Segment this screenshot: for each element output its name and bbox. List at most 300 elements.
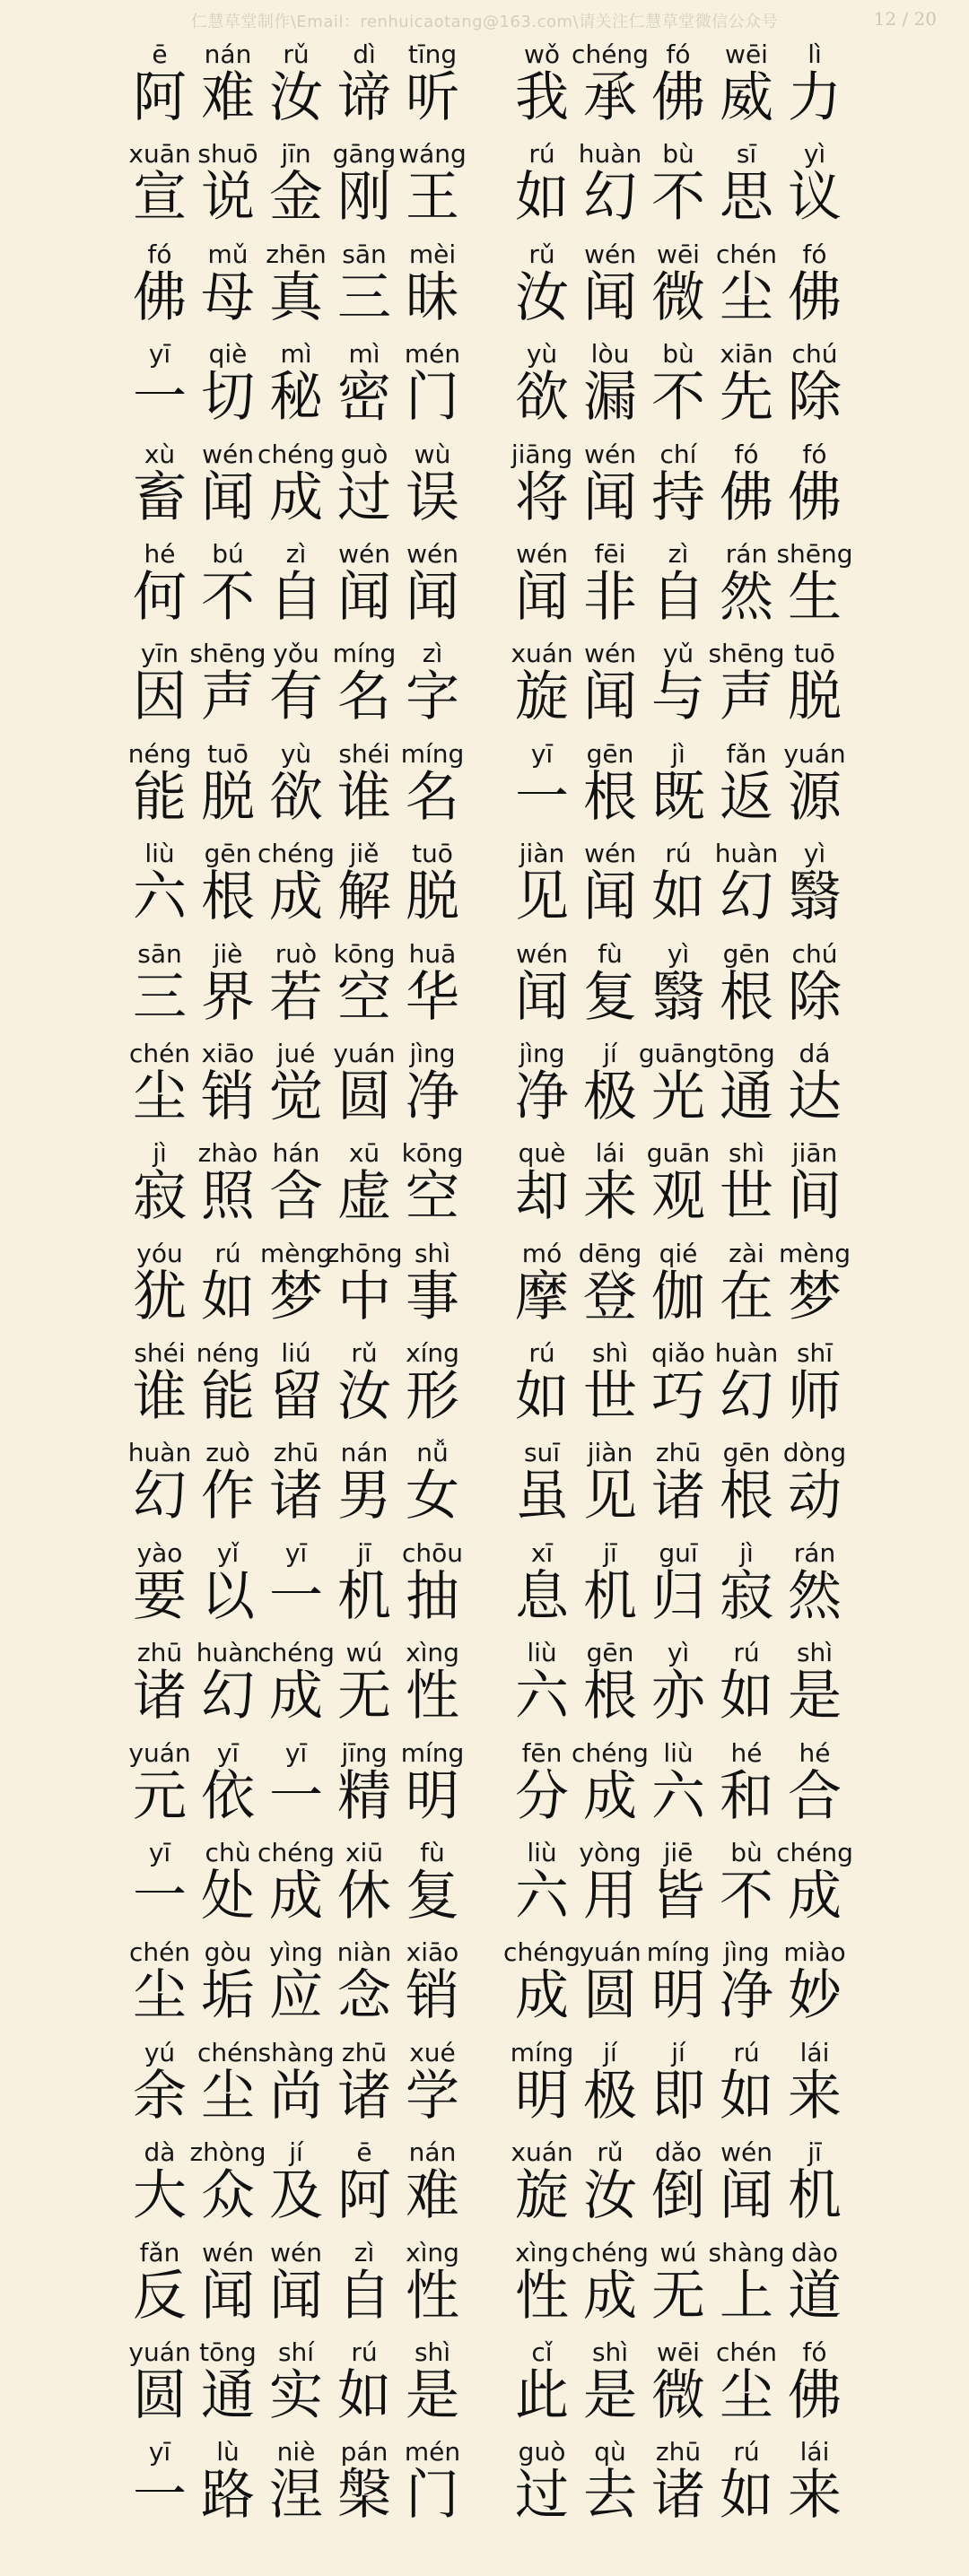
hanzi-character: 净	[406, 1065, 459, 1128]
character-cell	[398, 2038, 467, 2137]
pinyin-label: rú	[214, 1238, 241, 1268]
verse-phrase-right	[508, 639, 849, 738]
pinyin-label: shàng	[708, 2237, 785, 2267]
hanzi-character: 返	[720, 765, 773, 829]
pinyin-label: jiě	[349, 839, 380, 869]
pinyin-label: tuō	[207, 738, 249, 769]
hanzi-character: 佛	[720, 466, 773, 529]
pinyin-label: dào	[790, 2237, 839, 2267]
pinyin-label: shàng	[258, 2037, 335, 2067]
hanzi-character: 根	[720, 1465, 773, 1528]
hanzi-character: 刚	[337, 166, 391, 230]
pinyin-label: jì	[739, 1537, 754, 1568]
pinyin-label: jí	[603, 1038, 617, 1068]
hanzi-character: 如	[720, 2064, 773, 2128]
verse-phrase-left	[126, 939, 467, 1039]
hanzi-character: 威	[720, 66, 773, 129]
pinyin-label: kōng	[401, 1138, 464, 1169]
pinyin-label: niè	[276, 2437, 316, 2467]
pinyin-label: hé	[144, 538, 176, 569]
pinyin-label: wén	[584, 639, 636, 669]
hanzi-character: 承	[583, 66, 637, 129]
hanzi-character: 谛	[337, 66, 391, 129]
hanzi-character: 伽	[651, 1265, 705, 1328]
pinyin-label: jiàn	[519, 839, 565, 869]
character-cell	[776, 538, 853, 639]
pinyin-label: xíng	[406, 1338, 459, 1369]
hanzi-character: 王	[406, 166, 459, 230]
hanzi-character: 梦	[269, 1265, 323, 1328]
verse-row	[0, 2038, 969, 2137]
pinyin-label: rǔ	[528, 239, 555, 269]
verse-phrase-right	[508, 1039, 849, 1138]
pinyin-label: jiē	[663, 1838, 694, 1868]
hanzi-character: 自	[337, 2264, 391, 2328]
pinyin-label: yuán	[783, 738, 846, 769]
verse-row	[0, 539, 969, 639]
verse-grid	[0, 39, 969, 2537]
hanzi-character: 一	[133, 2464, 187, 2528]
pinyin-label: guò	[340, 439, 388, 469]
verse-row	[0, 2238, 969, 2337]
pinyin-label: fó	[802, 439, 827, 469]
pinyin-label: tōng	[199, 2337, 257, 2367]
pinyin-label: jī	[603, 1537, 617, 1568]
pinyin-label: chéng	[572, 39, 649, 69]
verse-row	[0, 1838, 969, 1937]
hanzi-character: 实	[269, 2363, 323, 2427]
character-cell	[781, 1538, 849, 1638]
page-number: 12 / 20	[873, 8, 937, 30]
pinyin-label: miào	[783, 1937, 846, 1968]
pinyin-label: yuán	[579, 1937, 642, 1968]
pinyin-label: yuán	[128, 2337, 191, 2367]
pinyin-label: zhū	[655, 1438, 702, 1468]
pinyin-label: xué	[409, 2037, 456, 2067]
pinyin-label: shéi	[338, 738, 390, 769]
pinyin-label: shì	[591, 2337, 629, 2367]
hanzi-character: 元	[133, 1764, 187, 1828]
hanzi-character: 源	[788, 765, 842, 829]
hanzi-character: 亦	[651, 1665, 705, 1728]
hanzi-character: 是	[788, 1665, 842, 1728]
hanzi-character: 真	[269, 265, 323, 329]
hanzi-character: 销	[406, 1964, 459, 2028]
pinyin-label: yòng	[579, 1838, 642, 1868]
pinyin-label: gòu	[204, 1937, 252, 1968]
verse-phrase-left	[126, 1138, 467, 1238]
hanzi-character: 门	[406, 366, 459, 430]
verse-phrase-left	[126, 1438, 467, 1537]
hanzi-character: 幻	[201, 1665, 255, 1728]
verse-phrase-left	[126, 39, 467, 139]
verse-phrase-right	[508, 1638, 849, 1737]
pinyin-label: zhào	[197, 1138, 258, 1169]
pinyin-label: yì	[803, 139, 826, 170]
pinyin-label: guī	[659, 1537, 698, 1568]
hanzi-character: 休	[337, 1865, 391, 1928]
pinyin-label: rú	[733, 2437, 760, 2467]
pinyin-label: fù	[420, 1838, 445, 1868]
pinyin-label: chéng	[572, 2237, 649, 2267]
verse-phrase-right	[508, 139, 849, 239]
hanzi-character: 复	[406, 1865, 459, 1928]
hanzi-character: 极	[583, 1065, 637, 1128]
pinyin-label: gēn	[204, 839, 252, 869]
hanzi-character: 觉	[269, 1065, 323, 1128]
hanzi-character: 性	[406, 1665, 459, 1728]
pinyin-label: wú	[659, 2237, 697, 2267]
pinyin-label: zhū	[136, 1638, 183, 1668]
hanzi-character: 通	[720, 1065, 773, 1128]
pinyin-label: gēn	[586, 1638, 634, 1668]
hanzi-character: 能	[133, 765, 187, 829]
hanzi-character: 皆	[651, 1865, 705, 1928]
hanzi-character: 能	[201, 1365, 255, 1429]
pinyin-label: yìng	[269, 1937, 323, 1968]
verse-row	[0, 1039, 969, 1138]
hanzi-character: 成	[269, 1865, 323, 1928]
character-cell	[781, 2337, 849, 2437]
pinyin-label: pán	[340, 2437, 388, 2467]
character-cell	[781, 1039, 849, 1138]
pinyin-label: zài	[729, 1238, 764, 1268]
hanzi-character: 成	[515, 1964, 569, 2028]
verse-phrase-right	[508, 39, 849, 139]
pinyin-label: chéng	[776, 1838, 853, 1868]
pinyin-label: mèi	[408, 239, 457, 269]
pinyin-label: fó	[666, 39, 691, 69]
hanzi-character: 机	[337, 1564, 391, 1628]
pinyin-label: lái	[799, 2437, 830, 2467]
verse-phrase-right	[508, 2137, 849, 2237]
pinyin-label: yì	[667, 938, 690, 969]
verse-phrase-right	[508, 1538, 849, 1638]
character-cell	[398, 1039, 467, 1138]
verse-phrase-left	[126, 139, 467, 239]
pinyin-label: yǐ	[216, 1537, 240, 1568]
hanzi-character: 归	[651, 1564, 705, 1628]
hanzi-character: 力	[788, 66, 842, 129]
hanzi-character: 佛	[788, 2363, 842, 2427]
character-cell	[781, 139, 849, 239]
hanzi-character: 畜	[133, 466, 187, 529]
hanzi-character: 诸	[651, 1465, 705, 1528]
pinyin-label: xiān	[720, 339, 773, 370]
hanzi-character: 一	[515, 765, 569, 829]
pinyin-label: ē	[356, 2137, 372, 2168]
pinyin-label: chéng	[258, 439, 335, 469]
hanzi-character: 去	[583, 2464, 637, 2528]
hanzi-character: 切	[201, 366, 255, 430]
hanzi-character: 照	[201, 1165, 255, 1229]
verse-row	[0, 2137, 969, 2237]
pinyin-label: liù	[144, 839, 175, 869]
verse-phrase-right	[508, 2238, 849, 2337]
hanzi-character: 佛	[788, 265, 842, 329]
pinyin-label: ruò	[275, 938, 318, 969]
character-cell	[781, 239, 849, 339]
pinyin-label: kōng	[333, 938, 396, 969]
pinyin-label: shì	[796, 1638, 834, 1668]
hanzi-character: 诸	[651, 2464, 705, 2528]
hanzi-character: 不	[720, 1865, 773, 1928]
hanzi-character: 世	[583, 1365, 637, 1429]
hanzi-character: 我	[515, 66, 569, 129]
pinyin-label: wén	[516, 938, 568, 969]
hanzi-character: 明	[651, 1964, 705, 2028]
hanzi-character: 世	[720, 1165, 773, 1229]
hanzi-character: 观	[651, 1165, 705, 1229]
hanzi-character: 男	[337, 1465, 391, 1528]
pinyin-label: rú	[665, 839, 692, 869]
pinyin-label: wén	[584, 439, 636, 469]
hanzi-character: 界	[201, 965, 255, 1029]
pinyin-label: wén	[584, 839, 636, 869]
hanzi-character: 来	[583, 1165, 637, 1229]
pinyin-label: guāng	[638, 1038, 719, 1068]
pinyin-label: wù	[414, 439, 451, 469]
pinyin-label: chéng	[258, 1838, 335, 1868]
character-cell	[398, 339, 467, 439]
character-cell	[398, 1937, 467, 2037]
pinyin-label: fēi	[594, 538, 626, 569]
hanzi-character: 难	[406, 2164, 459, 2228]
pinyin-label: wēi	[657, 2337, 700, 2367]
hanzi-character: 尘	[133, 1964, 187, 2028]
hanzi-character: 母	[201, 265, 255, 329]
pinyin-label: nǚ	[416, 1438, 449, 1468]
verse-phrase-right	[508, 1338, 849, 1438]
hanzi-character: 既	[651, 765, 705, 829]
hanzi-character: 作	[201, 1465, 255, 1528]
hanzi-character: 达	[788, 1065, 842, 1128]
hanzi-character: 净	[515, 1065, 569, 1128]
hanzi-character: 欲	[269, 765, 323, 829]
pinyin-label: yī	[284, 1737, 308, 1768]
hanzi-character: 尘	[201, 2064, 255, 2128]
character-cell	[398, 1738, 467, 1838]
verse-row	[0, 1738, 969, 1838]
pinyin-label: rán	[725, 538, 768, 569]
character-cell	[781, 2038, 849, 2137]
hanzi-character: 名	[337, 666, 391, 729]
pinyin-label: jiè	[213, 938, 243, 969]
pinyin-label: chéng	[503, 1937, 581, 1968]
verse-row	[0, 439, 969, 539]
character-cell	[781, 839, 849, 938]
pinyin-label: liú	[281, 1338, 311, 1369]
character-cell	[781, 1138, 849, 1238]
pinyin-label: wén	[202, 439, 254, 469]
hanzi-character: 闻	[583, 265, 637, 329]
hanzi-character: 应	[269, 1964, 323, 2028]
character-cell	[398, 239, 467, 339]
verse-phrase-right	[508, 339, 849, 439]
hanzi-character: 字	[406, 666, 459, 729]
character-cell	[781, 1937, 849, 2037]
pinyin-label: shéi	[134, 1338, 186, 1369]
pinyin-label: chéng	[258, 839, 335, 869]
hanzi-character: 成	[583, 2264, 637, 2328]
hanzi-character: 和	[720, 1764, 773, 1828]
pinyin-label: jì	[671, 738, 685, 769]
pinyin-label: jìng	[409, 1038, 456, 1068]
verse-phrase-left	[126, 2437, 467, 2537]
hanzi-character: 机	[583, 1564, 637, 1628]
hanzi-character: 翳	[651, 965, 705, 1029]
pinyin-label: zì	[668, 538, 689, 569]
pinyin-label: wǒ	[523, 39, 561, 69]
character-cell	[781, 939, 849, 1039]
pinyin-label: zuò	[205, 1438, 250, 1468]
hanzi-character: 不	[651, 366, 705, 430]
verse-row	[0, 1239, 969, 1338]
hanzi-character: 一	[269, 1564, 323, 1628]
hanzi-character: 依	[201, 1764, 255, 1828]
pinyin-label: xìng	[406, 1638, 459, 1668]
hanzi-character: 巧	[651, 1365, 705, 1429]
hanzi-character: 三	[133, 965, 187, 1029]
hanzi-character: 幻	[583, 166, 637, 230]
hanzi-character: 诸	[337, 2064, 391, 2128]
pinyin-label: yù	[526, 339, 558, 370]
verse-phrase-left	[126, 2337, 467, 2437]
hanzi-character: 闻	[269, 2264, 323, 2328]
hanzi-character: 寂	[133, 1165, 187, 1229]
hanzi-character: 闻	[201, 2264, 255, 2328]
pinyin-label: fó	[802, 239, 827, 269]
pinyin-label: chí	[659, 439, 697, 469]
verse-phrase-right	[508, 1738, 849, 1838]
hanzi-character: 摩	[515, 1265, 569, 1328]
character-cell	[398, 539, 467, 639]
pinyin-label: xū	[348, 1138, 380, 1169]
hanzi-character: 微	[651, 2363, 705, 2427]
hanzi-character: 见	[515, 866, 569, 929]
pinyin-label: dòng	[782, 1438, 847, 1468]
pinyin-label: sān	[342, 239, 387, 269]
hanzi-character: 空	[337, 965, 391, 1029]
hanzi-character: 脱	[201, 765, 255, 829]
pinyin-label: lái	[595, 1138, 625, 1169]
pinyin-label: huàn	[578, 139, 642, 170]
hanzi-character: 合	[788, 1764, 842, 1828]
character-cell	[398, 1338, 467, 1438]
pinyin-label: huā	[408, 938, 457, 969]
pinyin-label: wén	[338, 538, 390, 569]
pinyin-label: míng	[400, 1737, 465, 1768]
pinyin-label: wén	[202, 2237, 254, 2267]
pinyin-label: míng	[510, 2037, 574, 2067]
character-cell	[398, 839, 467, 938]
pinyin-label: shì	[591, 1338, 629, 1369]
pinyin-label: fó	[734, 439, 759, 469]
hanzi-character: 寂	[720, 1564, 773, 1628]
verse-phrase-left	[126, 539, 467, 639]
hanzi-character: 诸	[269, 1465, 323, 1528]
hanzi-character: 净	[720, 1964, 773, 2028]
pinyin-label: jiāng	[511, 439, 573, 469]
verse-phrase-left	[126, 1838, 467, 1937]
pinyin-label: rú	[351, 2337, 378, 2367]
verse-phrase-right	[508, 739, 849, 839]
pinyin-label: mèng	[259, 1238, 333, 1268]
hanzi-character: 何	[133, 565, 187, 629]
hanzi-character: 成	[788, 1865, 842, 1928]
pinyin-label: liù	[527, 1638, 557, 1668]
pinyin-label: chú	[791, 339, 838, 370]
verse-phrase-left	[126, 1239, 467, 1338]
hanzi-character: 一	[133, 366, 187, 430]
hanzi-character: 学	[406, 2064, 459, 2128]
hanzi-character: 闻	[583, 866, 637, 929]
pinyin-label: dì	[353, 39, 376, 69]
pinyin-label: míng	[332, 639, 397, 669]
character-cell	[781, 2437, 849, 2537]
hanzi-character: 闻	[201, 466, 255, 529]
hanzi-character: 佛	[788, 466, 842, 529]
pinyin-label: shī	[796, 1338, 834, 1369]
pinyin-label: yǔ	[662, 639, 694, 669]
pinyin-label: dá	[799, 1038, 831, 1068]
pinyin-label: jī	[357, 1537, 371, 1568]
verse-phrase-left	[126, 339, 467, 439]
pinyin-label: wáng	[398, 139, 467, 170]
pinyin-label: dǎo	[654, 2137, 703, 2168]
hanzi-character: 此	[515, 2363, 569, 2427]
pinyin-label: yī	[148, 339, 171, 370]
pinyin-label: yì	[667, 1638, 690, 1668]
verse-phrase-right	[508, 2437, 849, 2537]
pinyin-label: jí	[603, 2037, 617, 2067]
pinyin-label: tuō	[412, 839, 453, 869]
hanzi-character: 精	[337, 1764, 391, 1828]
character-cell	[398, 1638, 467, 1737]
hanzi-character: 声	[720, 666, 773, 729]
hanzi-character: 垢	[201, 1964, 255, 2028]
verse-phrase-left	[126, 239, 467, 339]
pinyin-label: yī	[284, 1537, 308, 1568]
hanzi-character: 谁	[133, 1365, 187, 1429]
pinyin-label: xiāo	[201, 1038, 255, 1068]
hanzi-character: 犹	[133, 1265, 187, 1328]
hanzi-character: 三	[337, 265, 391, 329]
verse-phrase-left	[126, 1738, 467, 1838]
pinyin-label: chú	[791, 938, 838, 969]
hanzi-character: 尘	[133, 1065, 187, 1128]
hanzi-character: 即	[651, 2064, 705, 2128]
verse-phrase-left	[126, 639, 467, 738]
hanzi-character: 道	[788, 2264, 842, 2328]
hanzi-character: 如	[720, 2464, 773, 2528]
verse-row	[0, 239, 969, 339]
hanzi-character: 无	[651, 2264, 705, 2328]
hanzi-character: 漏	[583, 366, 637, 430]
hanzi-character: 佛	[651, 66, 705, 129]
hanzi-character: 复	[583, 965, 637, 1029]
hanzi-character: 众	[201, 2164, 255, 2228]
hanzi-character: 虚	[337, 1165, 391, 1229]
hanzi-character: 梦	[788, 1265, 842, 1328]
verse-row	[0, 1338, 969, 1438]
hanzi-character: 是	[583, 2363, 637, 2427]
hanzi-character: 性	[406, 2264, 459, 2328]
hanzi-character: 谁	[337, 765, 391, 829]
character-cell	[398, 1239, 467, 1338]
pinyin-label: wén	[516, 538, 568, 569]
hanzi-character: 过	[337, 466, 391, 529]
